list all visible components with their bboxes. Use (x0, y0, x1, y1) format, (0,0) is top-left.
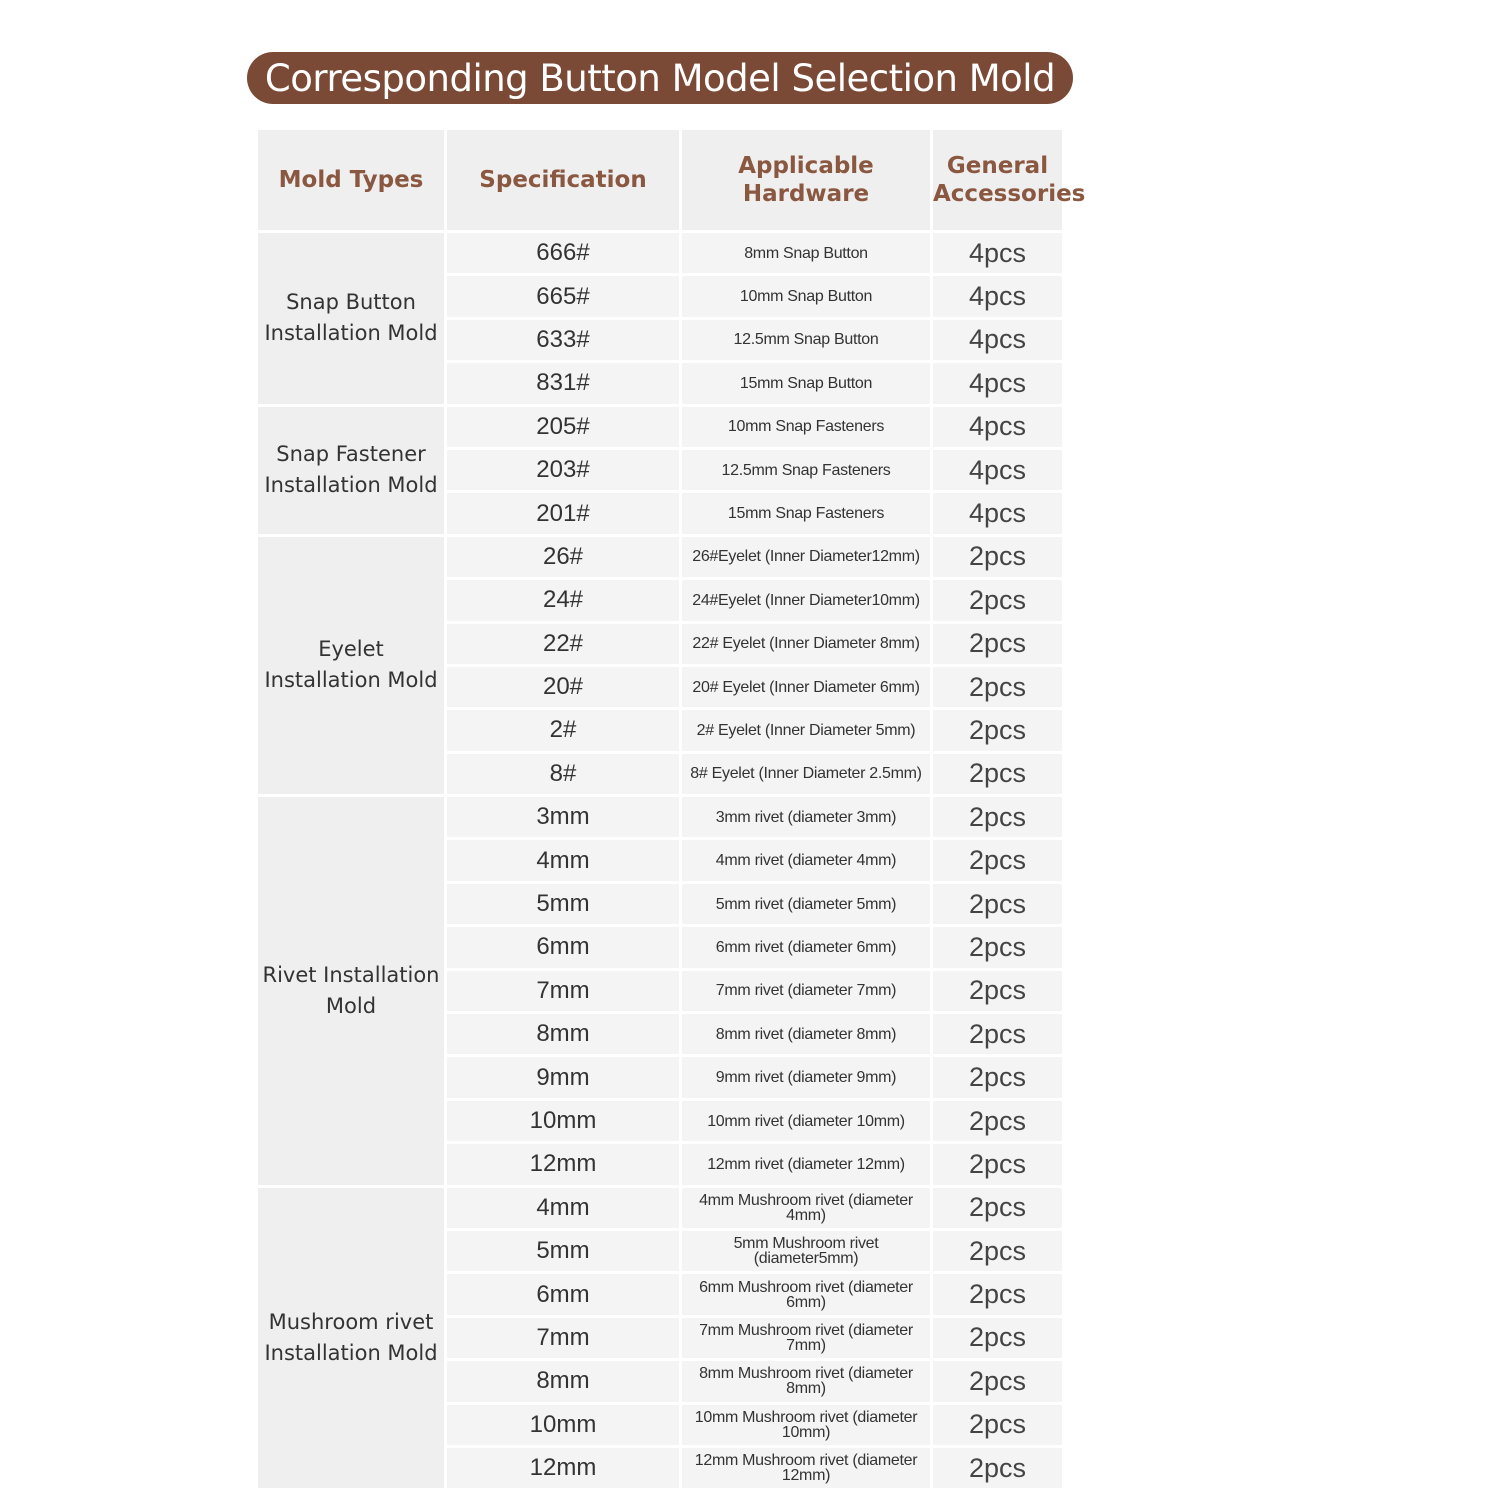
accessories-cell: 4pcs (932, 275, 1064, 318)
spec-cell: 7mm (446, 1316, 681, 1359)
spec-cell: 24# (446, 579, 681, 622)
hardware-cell: 4mm rivet (diameter 4mm) (681, 839, 932, 882)
hardware-cell: 20# Eyelet (Inner Diameter 6mm) (681, 665, 932, 708)
accessories-cell: 2pcs (932, 709, 1064, 752)
accessories-cell: 2pcs (932, 926, 1064, 969)
spec-cell: 203# (446, 448, 681, 491)
spec-cell: 10mm (446, 1099, 681, 1142)
header-row (257, 129, 1064, 232)
spec-cell: 26# (446, 535, 681, 578)
accessories-cell: 2pcs (932, 1013, 1064, 1056)
spec-cell: 8mm (446, 1360, 681, 1403)
accessories-cell: 2pcs (932, 579, 1064, 622)
spec-cell: 205# (446, 405, 681, 448)
spec-cell: 4mm (446, 1186, 681, 1229)
accessories-cell: 4pcs (932, 448, 1064, 491)
header-mold-types: Mold Types (257, 129, 446, 232)
spec-cell: 22# (446, 622, 681, 665)
spec-cell: 665# (446, 275, 681, 318)
header-specification: Specification (446, 129, 681, 232)
spec-cell: 20# (446, 665, 681, 708)
hardware-cell: 5mm Mushroom rivet (diameter5mm) (681, 1229, 932, 1272)
hardware-cell: 24#Eyelet (Inner Diameter10mm) (681, 579, 932, 622)
mold-type-cell: Rivet Installation Mold (257, 796, 446, 1187)
spec-cell: 5mm (446, 882, 681, 925)
hardware-cell: 8mm rivet (diameter 8mm) (681, 1013, 932, 1056)
table-row (257, 405, 1064, 448)
hardware-cell: 15mm Snap Button (681, 362, 932, 405)
spec-cell: 8mm (446, 1013, 681, 1056)
mold-selection-table (255, 127, 1086, 1491)
hardware-cell: 10mm Mushroom rivet (diameter 10mm) (681, 1403, 932, 1446)
hardware-cell: 7mm Mushroom rivet (diameter 7mm) (681, 1316, 932, 1359)
hardware-cell: 8# Eyelet (Inner Diameter 2.5mm) (681, 752, 932, 795)
spec-cell: 7mm (446, 969, 681, 1012)
mold-type-cell: Mushroom rivet Installation Mold (257, 1186, 446, 1490)
accessories-cell: 2pcs (932, 1316, 1064, 1359)
accessories-cell: 2pcs (932, 622, 1064, 665)
accessories-cell: 2pcs (932, 1273, 1064, 1316)
hardware-cell: 15mm Snap Fasteners (681, 492, 932, 535)
spec-cell: 3mm (446, 796, 681, 839)
spec-cell: 12mm (446, 1143, 681, 1186)
accessories-cell: 2pcs (932, 1229, 1064, 1272)
hardware-cell: 8mm Snap Button (681, 232, 932, 275)
mold-type-cell: Snap Fastener Installation Mold (257, 405, 446, 535)
spec-cell: 12mm (446, 1446, 681, 1489)
hardware-cell: 2# Eyelet (Inner Diameter 5mm) (681, 709, 932, 752)
hardware-cell: 10mm Snap Button (681, 275, 932, 318)
accessories-cell: 2pcs (932, 1403, 1064, 1446)
spec-cell: 9mm (446, 1056, 681, 1099)
hardware-cell: 12mm rivet (diameter 12mm) (681, 1143, 932, 1186)
table-row (257, 535, 1064, 578)
spec-cell: 666# (446, 232, 681, 275)
hardware-cell: 9mm rivet (diameter 9mm) (681, 1056, 932, 1099)
header-general-accessories: General Accessories (932, 129, 1064, 232)
accessories-cell: 2pcs (932, 535, 1064, 578)
accessories-cell: 2pcs (932, 1360, 1064, 1403)
accessories-cell: 2pcs (932, 665, 1064, 708)
accessories-cell: 2pcs (932, 1099, 1064, 1142)
accessories-cell: 4pcs (932, 318, 1064, 361)
accessories-cell: 2pcs (932, 1186, 1064, 1229)
accessories-cell: 2pcs (932, 752, 1064, 795)
accessories-cell: 2pcs (932, 839, 1064, 882)
spec-cell: 831# (446, 362, 681, 405)
accessories-cell: 2pcs (932, 1143, 1064, 1186)
hardware-cell: 7mm rivet (diameter 7mm) (681, 969, 932, 1012)
hardware-cell: 12.5mm Snap Fasteners (681, 448, 932, 491)
hardware-cell: 8mm Mushroom rivet (diameter 8mm) (681, 1360, 932, 1403)
accessories-cell: 4pcs (932, 362, 1064, 405)
hardware-cell: 4mm Mushroom rivet (diameter 4mm) (681, 1186, 932, 1229)
accessories-cell: 2pcs (932, 796, 1064, 839)
spec-cell: 8# (446, 752, 681, 795)
hardware-cell: 6mm Mushroom rivet (diameter 6mm) (681, 1273, 932, 1316)
accessories-cell: 4pcs (932, 405, 1064, 448)
spec-cell: 633# (446, 318, 681, 361)
hardware-cell: 10mm rivet (diameter 10mm) (681, 1099, 932, 1142)
hardware-cell: 10mm Snap Fasteners (681, 405, 932, 448)
page-title: Corresponding Button Model Selection Mold (247, 52, 1073, 104)
hardware-cell: 12mm Mushroom rivet (diameter 12mm) (681, 1446, 932, 1489)
spec-cell: 10mm (446, 1403, 681, 1446)
accessories-cell: 4pcs (932, 492, 1064, 535)
hardware-cell: 26#Eyelet (Inner Diameter12mm) (681, 535, 932, 578)
spec-cell: 6mm (446, 1273, 681, 1316)
spec-cell: 201# (446, 492, 681, 535)
spec-cell: 5mm (446, 1229, 681, 1272)
table-row (257, 796, 1064, 839)
accessories-cell: 2pcs (932, 882, 1064, 925)
header-applicable-hardware: Applicable Hardware (681, 129, 932, 232)
accessories-cell: 2pcs (932, 1446, 1064, 1489)
hardware-cell: 6mm rivet (diameter 6mm) (681, 926, 932, 969)
hardware-cell: 5mm rivet (diameter 5mm) (681, 882, 932, 925)
hardware-cell: 3mm rivet (diameter 3mm) (681, 796, 932, 839)
table-row (257, 1186, 1064, 1229)
spec-cell: 6mm (446, 926, 681, 969)
hardware-cell: 12.5mm Snap Button (681, 318, 932, 361)
accessories-cell: 2pcs (932, 969, 1064, 1012)
mold-type-cell: Eyelet Installation Mold (257, 535, 446, 795)
accessories-cell: 4pcs (932, 232, 1064, 275)
hardware-cell: 22# Eyelet (Inner Diameter 8mm) (681, 622, 932, 665)
spec-cell: 4mm (446, 839, 681, 882)
mold-type-cell: Snap Button Installation Mold (257, 232, 446, 406)
accessories-cell: 2pcs (932, 1056, 1064, 1099)
spec-cell: 2# (446, 709, 681, 752)
table-row (257, 232, 1064, 275)
